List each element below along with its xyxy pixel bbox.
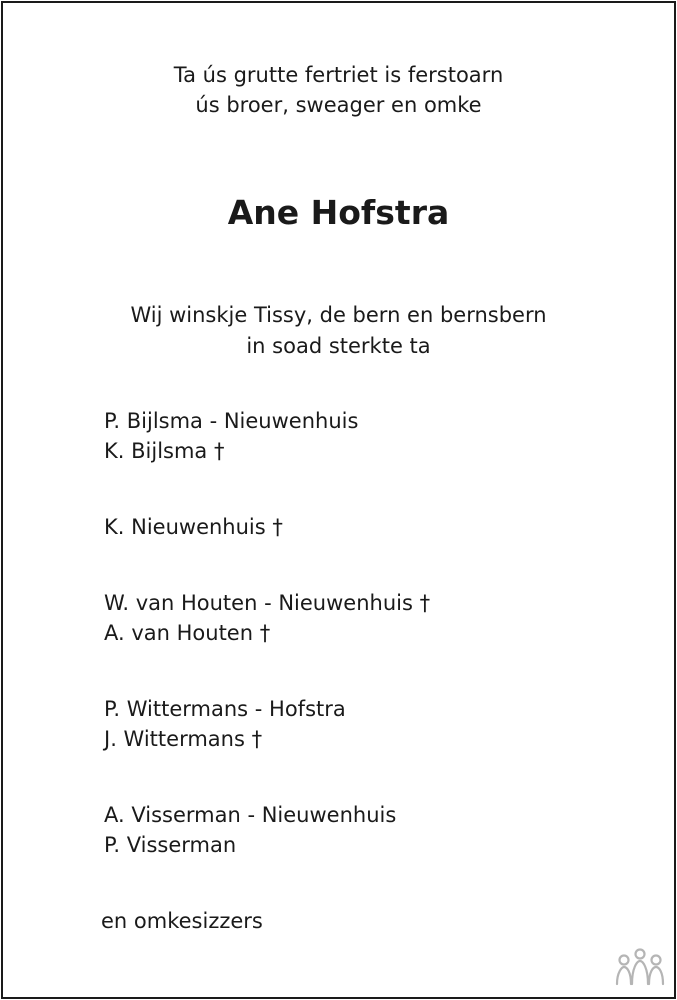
wish-text xyxy=(0,300,677,362)
family-member: K. Nieuwenhuis † xyxy=(104,515,283,539)
family-group xyxy=(104,588,430,648)
family-member: P. Visserman xyxy=(104,833,237,857)
family-group xyxy=(104,800,430,860)
intro-line-2: ús broer, sweager en omke xyxy=(195,93,482,117)
family-member: A. Visserman - Nieuwenhuis xyxy=(104,803,397,827)
wish-line-2: in soad sterkte ta xyxy=(246,334,431,358)
family-group-icon xyxy=(614,946,666,986)
family-list xyxy=(104,406,430,906)
family-group xyxy=(104,406,430,466)
family-group xyxy=(104,694,430,754)
intro-text xyxy=(0,60,677,120)
wish-line-1: Wij winskje Tissy, de bern en bernsbern xyxy=(130,303,547,327)
family-member: J. Wittermans † xyxy=(104,727,263,751)
family-member: W. van Houten - Nieuwenhuis † xyxy=(104,591,431,615)
family-member: A. van Houten † xyxy=(104,621,271,645)
family-member: P. Wittermans - Hofstra xyxy=(104,697,346,721)
intro-line-1: Ta ús grutte fertriet is ferstoarn xyxy=(173,63,504,87)
deceased-name: Ane Hofstra xyxy=(227,193,450,232)
closing-text: en omkesizzers xyxy=(101,909,263,933)
family-member: P. Bijlsma - Nieuwenhuis xyxy=(104,409,359,433)
family-group xyxy=(104,512,430,542)
family-member: K. Bijlsma † xyxy=(104,439,225,463)
